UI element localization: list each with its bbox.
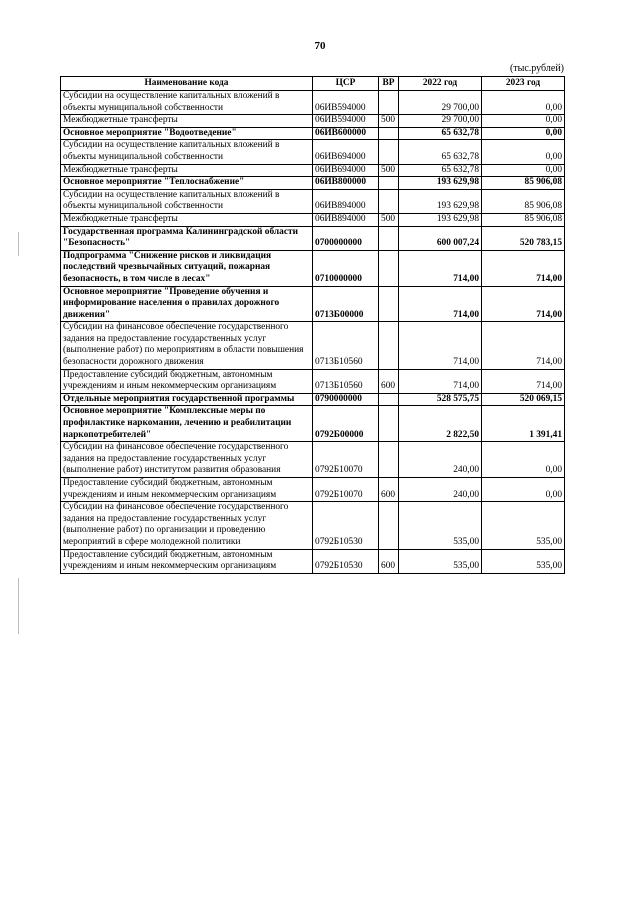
table-row: [61, 322, 565, 369]
header-name: Наименование кода: [61, 77, 313, 91]
row-csr-cell: 0790000000: [313, 393, 379, 406]
row-vr-cell: [379, 226, 399, 250]
row-2022-cell: 600 007,24: [399, 226, 482, 250]
table-row: [61, 478, 565, 502]
table-row: [61, 250, 565, 286]
row-2022-cell: 193 629,98: [399, 189, 482, 213]
row-vr-cell: [379, 286, 399, 322]
row-vr-cell: [379, 140, 399, 164]
page-number: 70: [314, 40, 326, 52]
row-2023-cell: 85 906,08: [482, 213, 565, 226]
row-name-cell: Межбюджетные трансферты: [61, 115, 313, 128]
row-2023-cell: 520 069,15: [482, 393, 565, 406]
row-2023-cell: 0,00: [482, 127, 565, 140]
row-csr-cell: 06ИВ594000: [313, 115, 379, 128]
row-2023-cell: 0,00: [482, 478, 565, 502]
table-row: [61, 213, 565, 226]
row-2023-cell: 714,00: [482, 322, 565, 369]
row-name-cell: Основное мероприятие "Комплексные меры по профилактике наркомании, лечению и реабилитации наркопотребителей": [61, 406, 313, 442]
row-name-cell: Основное мероприятие "Теплоснабжение": [61, 177, 313, 190]
row-csr-cell: 06ИВ694000: [313, 164, 379, 177]
row-name-cell: Субсидии на осуществление капитальных вложений в объекты муниципальной собственности: [61, 91, 313, 115]
table-row: [61, 502, 565, 549]
row-2022-cell: 193 629,98: [399, 177, 482, 190]
scan-margin-mark: [18, 578, 19, 634]
row-2022-cell: 29 700,00: [399, 115, 482, 128]
row-2022-cell: 65 632,78: [399, 127, 482, 140]
row-name-cell: Предоставление субсидий бюджетным, автономным учреждениям и иным некоммерческим организациям: [61, 369, 313, 393]
table-row: [61, 369, 565, 393]
row-vr-cell: [379, 406, 399, 442]
row-name-cell: Предоставление субсидий бюджетным, автономным учреждениям и иным некоммерческим организациям: [61, 549, 313, 573]
row-csr-cell: 0710000000: [313, 250, 379, 286]
row-csr-cell: 06ИВ894000: [313, 213, 379, 226]
row-2023-cell: 0,00: [482, 442, 565, 478]
row-name-cell: Отдельные мероприятия государственной программы: [61, 393, 313, 406]
row-2023-cell: 85 906,08: [482, 177, 565, 190]
row-2022-cell: 528 575,75: [399, 393, 482, 406]
row-csr-cell: 0713Б10560: [313, 369, 379, 393]
row-name-cell: Межбюджетные трансферты: [61, 213, 313, 226]
row-2022-cell: 65 632,78: [399, 164, 482, 177]
row-2023-cell: 0,00: [482, 91, 565, 115]
row-csr-cell: 06ИВ894000: [313, 189, 379, 213]
row-2022-cell: 535,00: [399, 502, 482, 549]
row-vr-cell: [379, 127, 399, 140]
row-csr-cell: 06ИВ594000: [313, 91, 379, 115]
table-row: [61, 177, 565, 190]
units-label: (тыс.рублей): [509, 63, 564, 74]
table-row: [61, 393, 565, 406]
row-2022-cell: 714,00: [399, 322, 482, 369]
header-2023: 2023 год: [482, 77, 565, 91]
row-vr-cell: 600: [379, 478, 399, 502]
row-2022-cell: 714,00: [399, 369, 482, 393]
row-2022-cell: 29 700,00: [399, 91, 482, 115]
row-2023-cell: 520 783,15: [482, 226, 565, 250]
row-name-cell: Субсидии на финансовое обеспечение государственного задания на предоставление государственных услуг (выполнение работ) институтом развития образования: [61, 442, 313, 478]
row-csr-cell: 06ИВ694000: [313, 140, 379, 164]
row-csr-cell: 06ИВ800000: [313, 177, 379, 190]
row-2023-cell: 714,00: [482, 286, 565, 322]
table-row: [61, 115, 565, 128]
row-csr-cell: 06ИВ600000: [313, 127, 379, 140]
row-vr-cell: [379, 393, 399, 406]
table-row: [61, 127, 565, 140]
row-2023-cell: 1 391,41: [482, 406, 565, 442]
row-csr-cell: 0713Б00000: [313, 286, 379, 322]
row-2023-cell: 0,00: [482, 115, 565, 128]
row-name-cell: Субсидии на финансовое обеспечение государственного задания на предоставление государственных услуг (выполнение работ) по организации и проведению мероприятий в сфере молодежной политики: [61, 502, 313, 549]
row-2023-cell: 85 906,08: [482, 189, 565, 213]
row-name-cell: Субсидии на финансовое обеспечение государственного задания на предоставление государственных услуг (выполнение работ) по мероприятиям в области повышения безопасности дорожного движения: [61, 322, 313, 369]
table-row: [61, 226, 565, 250]
row-2022-cell: 714,00: [399, 250, 482, 286]
row-name-cell: Основное мероприятие "Проведение обучения и информирование населения о правилах дорожного движения": [61, 286, 313, 322]
table-row: [61, 286, 565, 322]
row-2023-cell: 714,00: [482, 250, 565, 286]
row-name-cell: Предоставление субсидий бюджетным, автономным учреждениям и иным некоммерческим организациям: [61, 478, 313, 502]
row-name-cell: Подпрограмма "Снижение рисков и ликвидация последствий чрезвычайных ситуаций, пожарная безопасность, в том числе в лесах": [61, 250, 313, 286]
row-vr-cell: 500: [379, 213, 399, 226]
header-2022: 2022 год: [399, 77, 482, 91]
header-vr: ВР: [379, 77, 399, 91]
header-csr: ЦСР: [313, 77, 379, 91]
row-vr-cell: 600: [379, 549, 399, 573]
table-row: [61, 549, 565, 573]
budget-table: [60, 76, 565, 574]
row-vr-cell: [379, 91, 399, 115]
row-2023-cell: 535,00: [482, 502, 565, 549]
row-2023-cell: 535,00: [482, 549, 565, 573]
row-2022-cell: 240,00: [399, 442, 482, 478]
row-2023-cell: 714,00: [482, 369, 565, 393]
row-csr-cell: 0792Б00000: [313, 406, 379, 442]
row-2022-cell: 65 632,78: [399, 140, 482, 164]
scan-margin-mark: [18, 232, 19, 256]
row-csr-cell: 0700000000: [313, 226, 379, 250]
row-2022-cell: 193 629,98: [399, 213, 482, 226]
row-vr-cell: 600: [379, 369, 399, 393]
row-csr-cell: 0792Б10070: [313, 442, 379, 478]
row-vr-cell: [379, 189, 399, 213]
row-vr-cell: 500: [379, 164, 399, 177]
table-header-row: [61, 77, 565, 91]
row-2023-cell: 0,00: [482, 164, 565, 177]
row-csr-cell: 0792Б10530: [313, 502, 379, 549]
row-2022-cell: 714,00: [399, 286, 482, 322]
row-vr-cell: [379, 250, 399, 286]
table-row: [61, 442, 565, 478]
row-name-cell: Межбюджетные трансферты: [61, 164, 313, 177]
row-csr-cell: 0792Б10530: [313, 549, 379, 573]
table-body: [61, 91, 565, 574]
row-vr-cell: 500: [379, 115, 399, 128]
table-row: [61, 140, 565, 164]
row-2022-cell: 535,00: [399, 549, 482, 573]
row-name-cell: Субсидии на осуществление капитальных вложений в объекты муниципальной собственности: [61, 140, 313, 164]
row-csr-cell: 0792Б10070: [313, 478, 379, 502]
table-row: [61, 91, 565, 115]
table-row: [61, 164, 565, 177]
row-vr-cell: [379, 502, 399, 549]
row-2023-cell: 0,00: [482, 140, 565, 164]
row-vr-cell: [379, 322, 399, 369]
table-row: [61, 406, 565, 442]
row-csr-cell: 0713Б10560: [313, 322, 379, 369]
row-name-cell: Основное мероприятие "Водоотведение": [61, 127, 313, 140]
row-vr-cell: [379, 442, 399, 478]
row-2022-cell: 2 822,50: [399, 406, 482, 442]
row-name-cell: Субсидии на осуществление капитальных вложений в объекты муниципальной собственности: [61, 189, 313, 213]
row-2022-cell: 240,00: [399, 478, 482, 502]
table-row: [61, 189, 565, 213]
row-name-cell: Государственная программа Калининградской области "Безопасность": [61, 226, 313, 250]
row-vr-cell: [379, 177, 399, 190]
